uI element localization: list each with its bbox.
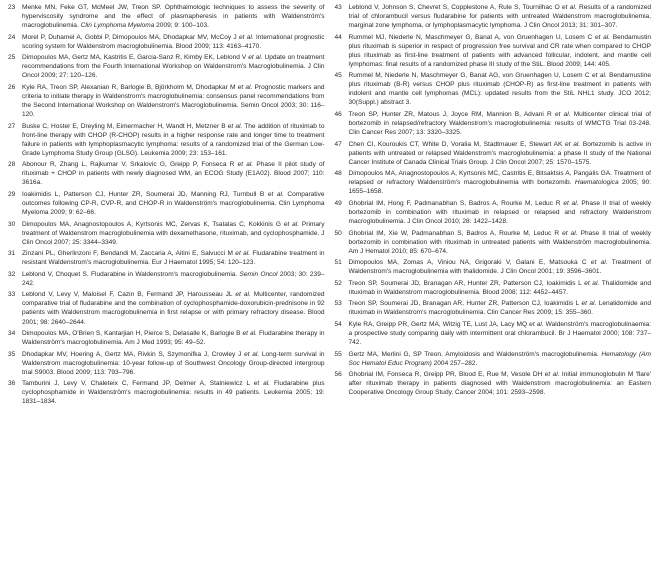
reference-number: 25 bbox=[8, 54, 16, 62]
reference-citation: Fludarabine therapy in Waldenström's macroglobulinemia. Am J Med 1993; 95: 49–52. bbox=[22, 330, 325, 347]
reference-number: 50 bbox=[334, 229, 342, 237]
reference-entry bbox=[335, 370, 652, 397]
reference-text bbox=[349, 299, 652, 317]
reference-entry bbox=[335, 140, 652, 167]
reference-authors-title: Treon SP, Hunter ZR, Matous J, Joyce RM, Mannion B, Advani R bbox=[348, 111, 555, 119]
reference-number: 46 bbox=[334, 111, 342, 119]
reference-italic: et al. bbox=[267, 190, 284, 198]
reference-number: 43 bbox=[334, 4, 342, 11]
reference-entry bbox=[335, 71, 652, 107]
reference-italic: et al. bbox=[237, 161, 254, 169]
reference-text bbox=[22, 329, 325, 347]
reference-italic: et al. bbox=[554, 111, 571, 119]
reference-italic: et al. bbox=[529, 321, 544, 328]
reference-text bbox=[349, 3, 652, 30]
reference-citation: 2003; 30: 239–242. bbox=[22, 270, 325, 287]
reference-text bbox=[22, 122, 325, 158]
reference-number: 56 bbox=[334, 371, 342, 379]
reference-citation: 2009; 9: 100–103. bbox=[154, 22, 209, 30]
reference-number: 28 bbox=[8, 161, 16, 169]
reference-authors-title: Buske C, Hoster E, Dreyling M, Eimermacher H, Wandt H, Metzner B bbox=[22, 122, 228, 130]
reference-authors-title: Treon SP, Soumerai JD, Branagan AR, Hunter ZR, Patterson CJ, Ioakimidis L bbox=[348, 300, 582, 308]
reference-authors-title: Rummel M, Niederle N, Maschmeyer G, Banat AG, von Gruenhagen U, Losem C bbox=[348, 72, 593, 80]
reference-number: 45 bbox=[334, 72, 342, 80]
reference-citation: The addition of rituximab to front-line therapy with CHOP (R-CHOP) results in a higher response rate and longer time to treatment failure in patients with lymphoplasmacytic lymphoma: results of a randomized trial of the German Low-Grade Lymphoma Study Group (GLSG). Leukemia 2009; 23: 153–161. bbox=[22, 122, 325, 157]
reference-citation: Phase II trial of weekly bortezomib in combination with rituximab in relapsed or relapsed and refractory Waldenstrom macroglobulinemia. J Clin Oncol 2010; 28: 1422–1428. bbox=[348, 199, 651, 226]
reference-authors-title: Ioakimidis L, Patterson CJ, Hunter ZR, Soumerai JD, Manning RJ, Turnbull B bbox=[22, 190, 268, 198]
reference-citation: Fludarabine treatment in resistant Waldenstrom's macroglobulinemia. Eur J Haematol 1995; 54: 120–123. bbox=[22, 250, 325, 267]
reference-entry bbox=[8, 329, 325, 347]
reference-entry bbox=[8, 379, 325, 406]
reference-italic: et al. bbox=[562, 4, 577, 11]
reference-citation: Bortezomib is active in patients with untreated or relapsed Waldenstrom's macroglobulinemia: a phase II study of the National Cancer Institute of Canada Clinical Trials Group. J Clin Oncol 2007; 25: 1570–1575. bbox=[348, 140, 651, 166]
reference-authors-title: Dimopoulos MA, Gertz MA, Kastritis E, Garcia-Sanz R, Kimby EK, Leblond V bbox=[22, 54, 249, 62]
reference-authors-title: Dhodapkar MV, Hoering A, Gertz MA, Rivkin S, Szymonifka J, Crowley J bbox=[22, 350, 245, 358]
reference-text bbox=[22, 33, 325, 51]
reference-italic: et al. bbox=[590, 259, 608, 267]
reference-text bbox=[349, 140, 652, 167]
reference-citation: 2004 257–282. bbox=[431, 359, 478, 367]
reference-text bbox=[349, 258, 652, 276]
reference-citation: Multicenter clinical trial of bortezomib in relapsed/refractory Waldenstrom's macroglobulinemia: results of WMCTG Trial 03-248. Clin Cancer Res 2007; 13: 3320–3325. bbox=[348, 111, 651, 137]
reference-authors-title: Kyle RA, Greipp PR, Gertz MA, Witzig TE, Lust JA, Lacy MQ bbox=[348, 321, 530, 328]
reference-italic: Clin Lymphoma Myeloma bbox=[80, 22, 155, 30]
reference-entry bbox=[8, 249, 325, 267]
reference-entry bbox=[335, 258, 652, 276]
reference-text bbox=[22, 249, 325, 267]
reference-authors-title: Leblond V, Choquet S. Fludarabine in Waldenstrom's macroglobulinemia. bbox=[22, 270, 240, 278]
reference-authors-title: Rummel MJ, Niederle N, Maschmeyer G, Banat A, von Gruenhagen U, Losem C bbox=[348, 33, 595, 41]
reference-italic: Semin Oncol bbox=[239, 270, 278, 278]
reference-text bbox=[349, 110, 652, 137]
reference-italic: et al. bbox=[244, 350, 260, 358]
reference-italic: et al. bbox=[227, 122, 243, 130]
reference-number: 54 bbox=[334, 321, 342, 328]
reference-entry bbox=[335, 3, 652, 30]
reference-text bbox=[349, 169, 652, 196]
reference-text bbox=[22, 350, 325, 377]
reference-entry bbox=[335, 320, 652, 347]
reference-number: 35 bbox=[8, 350, 16, 358]
reference-number: 23 bbox=[8, 4, 16, 11]
reference-citation: Bendamustine plus rituximab (B-R) versus CHOP plus rituximab (CHOP-R) as first-line treatment in patients with indolent and mantle cell lymphomas (MCL): updated results from the StiL NHL1 study. JCO 2012; 30(Suppl.) abstract 3. bbox=[348, 72, 651, 107]
reference-text bbox=[349, 71, 652, 107]
reference-text bbox=[22, 3, 325, 30]
reference-number: 47 bbox=[334, 140, 342, 148]
reference-italic: et al. bbox=[562, 229, 578, 237]
reference-entry bbox=[335, 350, 652, 368]
reference-authors-title: Dimopoulos MA, Zomas A, Viniou NA, Grigoraki V, Galani E, Matsouka C bbox=[348, 259, 591, 267]
reference-authors-title: Treon SP, Soumerai JD, Branagan AR, Hunter ZR, Patterson CJ, Ioakimidis L bbox=[348, 279, 585, 287]
reference-authors-title: Menke MN, Feke GT, McMeel JW, Treon SP. Ophthalmologic techniques to assess the severity of hyperviscosity syndrome and the effect of plasmapheresis in patients with Waldenström's macroglobulinemia. bbox=[22, 4, 325, 30]
reference-entry bbox=[8, 122, 325, 158]
reference-number: 52 bbox=[334, 279, 342, 287]
reference-citation: Thalidomide and rituximab in Waldenstrom macroglobulinemia. Blood 2008; 112: 4452–4457. bbox=[348, 279, 651, 296]
reference-authors-title: Tamburini J, Levy V, Chaleteix C, Fermand JP, Delmer A, Stalniewicz L bbox=[22, 380, 254, 388]
reference-citation: Fludarabine plus cyclophosphamide in Waldenström's macroglobulinemia: results in 49 patients. Leukemia 2005; 19: 1831–1834. bbox=[22, 380, 325, 406]
reference-entry bbox=[8, 190, 325, 217]
reference-text bbox=[349, 33, 652, 69]
reference-entry bbox=[8, 33, 325, 51]
reference-number: 48 bbox=[334, 170, 342, 178]
reference-text bbox=[22, 220, 325, 247]
reference-authors-title: Abonour R, Zhang L, Rajkumar V, Srkalovic G, Greipp P, Fonseca R bbox=[22, 161, 238, 169]
reference-authors-title: Zinzani PL, Gherlinzoni F, Bendandi M, Zaccaria A, Aitini E, Salvucci M bbox=[22, 250, 236, 258]
reference-text bbox=[349, 199, 652, 226]
reference-column-left bbox=[8, 3, 325, 567]
reference-entry bbox=[8, 270, 325, 288]
reference-italic: et al. bbox=[581, 300, 597, 308]
reference-entry bbox=[335, 279, 652, 297]
reference-entry bbox=[335, 169, 652, 196]
reference-italic: et al. bbox=[565, 140, 581, 148]
reference-authors-title: Leblond V, Johnson S, Chevret S, Copplestone A, Rule S, Tournilhac O bbox=[348, 4, 563, 11]
reference-citation: Waldenström's macroglobulinaemia: a prospective study comparing daily with intermittent oral chlorambucil. Br J Haematol 2000; 108: 737–742. bbox=[348, 321, 651, 347]
reference-text bbox=[349, 320, 652, 347]
reference-citation: Multicenter, randomized comparative trial of fludarabine and the combination of cyclophosphamide-doxorubicin-prednisone in 92 patients with Waldenstrom macroglobulinemia in first relapse or with primary refractory disease. Blood 2001; 98: 2640–2644. bbox=[22, 291, 325, 326]
reference-authors-title: Morel P, Duhamel A, Gobbi P, Dimopoulos MA, Dhodapkar MV, McCoy J bbox=[22, 33, 239, 41]
reference-entry bbox=[335, 110, 652, 137]
reference-text bbox=[349, 350, 652, 368]
reference-text bbox=[22, 83, 325, 119]
reference-number: 55 bbox=[334, 350, 342, 358]
reference-authors-title: Dimopoulos MA, O'Brien S, Kantarjian H, Pierce S, Delasalle K, Barlogie B bbox=[22, 330, 243, 338]
reference-citation: Results of a randomized trial of chlorambucil versus fludarabine for patients with untreated Waldenstrom macroglobulinemia, marginal zone lymphoma, or lymphoplasmacytic lymphoma. J Clin Oncol 2013; 31: 301–307. bbox=[348, 4, 651, 30]
reference-citation: Phase II pilot study of rituximab + CHOP in patients with newly diagnosed WM, an ECOG Study (E1A02). Blood 2007; 110: 3616a. bbox=[22, 161, 325, 187]
reference-number: 26 bbox=[8, 83, 16, 91]
reference-italic: et al. bbox=[237, 83, 253, 91]
reference-text bbox=[349, 229, 652, 256]
reference-number: 30 bbox=[8, 220, 16, 228]
reference-entry bbox=[335, 299, 652, 317]
reference-number: 36 bbox=[8, 380, 16, 388]
reference-text bbox=[22, 270, 325, 288]
reference-citation: Primary treatment of Waldenstrom macroglobulinemia with dexamethasone, rituximab, and cyclophosphamide. J Clin Oncol 2007; 25: 3344–3349. bbox=[22, 220, 325, 246]
reference-text bbox=[22, 379, 325, 406]
reference-number: 33 bbox=[8, 291, 16, 299]
reference-number: 49 bbox=[334, 199, 342, 207]
reference-entry bbox=[8, 3, 325, 30]
reference-entry bbox=[8, 53, 325, 80]
reference-text bbox=[22, 190, 325, 217]
reference-italic: Hematology (Am Soc Hematol Educ Program) bbox=[348, 350, 651, 367]
reference-text bbox=[349, 279, 652, 297]
reference-text bbox=[22, 290, 325, 326]
reference-citation: Long-term survival in Waldenstrom macroglobulinemia: 10-year follow-up of Southwest Oncology Group-directed intergroup trial S9003. Blood 2009; 113: 793–796. bbox=[22, 350, 325, 376]
reference-citation: Prognostic markers and criteria to initiate therapy in Waldenstrom's macroglobulinemia: consensus panel recommendations from the Second International Workshop on Waldenstrom's Macroglobulinemia. Semin Oncol 2003; 30: 116–120. bbox=[22, 83, 325, 119]
reference-entry bbox=[335, 199, 652, 226]
reference-entry bbox=[8, 83, 325, 119]
reference-italic: et al. bbox=[248, 54, 263, 62]
reference-number: 24 bbox=[8, 33, 16, 41]
reference-citation: Treatment of Waldenstrom's macroglobulinemia with thalidomide. J Clin Oncol 2001; 19: 3596–3601. bbox=[348, 259, 651, 276]
reference-number: 51 bbox=[334, 259, 342, 267]
reference-authors-title: Ghobrial IM, Hong F, Padmanabhan S, Badros A, Rourke M, Leduc R bbox=[348, 199, 564, 207]
reference-number: 53 bbox=[334, 300, 342, 308]
reference-text bbox=[22, 160, 325, 187]
reference-authors-title: Kyle RA, Treon SP, Alexanian R, Barlogie B, Björkholm M, Dhodapkar M bbox=[22, 83, 238, 91]
reference-citation: International prognostic scoring system for Waldenstrom macroglobulinemia. Blood 2009; 113: 4163–4170. bbox=[22, 33, 325, 50]
reference-column-right bbox=[335, 3, 652, 567]
reference-citation: Bendamustin plus rituximab is superior in respect of progression free survival and CR rate when compared to CHOP plus rituximab as first-line treatment of patients with advanced follicular, indolent, and mantle cell lymphomas: final results of a randomized phase III study of the StiL. Blood 2009; 144: 405. bbox=[348, 33, 651, 68]
reference-italic: et al. bbox=[584, 279, 600, 287]
reference-number: 27 bbox=[8, 122, 16, 130]
reference-text bbox=[349, 370, 652, 397]
reference-citation: Phase II trial of weekly bortezomib in combination with rituximab in untreated patients with Waldenström macroglobulinemia. Am J Hematol 2010; 85: 670–674. bbox=[348, 229, 651, 255]
reference-entry bbox=[8, 160, 325, 187]
reference-italic: et al. bbox=[594, 33, 611, 41]
reference-italic: Haematologica bbox=[574, 179, 619, 187]
reference-authors-title: Dimopoulos MA, Anagnostopoulos A, Kyrtsonis MC, Castritis E, Bitsaktsis A, Pangalis GA. Treatment of relapsed or refractory Waldenström's macroglobulinemia with bortezomib. bbox=[348, 170, 651, 187]
reference-number: 29 bbox=[8, 190, 16, 198]
reference-italic: et al. bbox=[283, 220, 300, 228]
reference-citation: Comparative outcomes following CP-R, CVP-R, and CHOP-R in Waldenström's macroglobulinemia. Clin Lymphoma Myeloma 2009; 9: 62–66. bbox=[22, 190, 325, 216]
reference-italic: et al. bbox=[592, 72, 607, 80]
reference-citation: Initial immunoglobulin M 'flare' after rituximab therapy in patients diagnosed with Waldenstrom macroglobulinemia: an Eastern Cooperative Oncology Group Study. Cancer 2004; 101: 2593–2598. bbox=[348, 371, 651, 397]
reference-authors-title: Dimopoulos MA, Anagnostopoulos A, Kyrtsonis MC, Zervas K, Tsatalas C, Kokkinis G bbox=[22, 220, 284, 228]
reference-entry bbox=[8, 290, 325, 326]
reference-citation: Lenalidomide and rituximab in Waldenstrom's macroglobulinemia. Clin Cancer Res 2009; 15: 355–360. bbox=[348, 300, 651, 317]
reference-number: 34 bbox=[8, 330, 16, 338]
reference-italic: et al. bbox=[235, 291, 251, 299]
reference-text bbox=[22, 53, 325, 80]
reference-authors-title: Chen CI, Kouroukis CT, White D, Voralia M, Stadtmauer E, Stewart AK bbox=[348, 140, 566, 148]
reference-italic: et al. bbox=[253, 380, 271, 388]
reference-entry bbox=[8, 350, 325, 377]
reference-italic: et al. bbox=[238, 33, 254, 41]
reference-authors-title: Leblond V, Levy V, Maloisel F, Cazin B, Fermand JP, Harousseau JL bbox=[22, 291, 236, 299]
reference-italic: et al. bbox=[544, 371, 560, 379]
reference-authors-title: Ghobrial IM, Xie W, Padmanabhan S, Badros A, Rourke M, Leduc R bbox=[348, 229, 563, 237]
reference-number: 32 bbox=[8, 270, 16, 278]
reference-number: 44 bbox=[334, 33, 342, 41]
reference-italic: et al. bbox=[235, 250, 251, 258]
reference-number: 31 bbox=[8, 250, 16, 258]
reference-entry bbox=[335, 33, 652, 69]
reference-entry bbox=[335, 229, 652, 256]
reference-authors-title: Ghobrial IM, Fonseca R, Greipp PR, Blood E, Rue M, Vesole DH bbox=[348, 371, 545, 379]
reference-citation: Update on treatment recommendations from the Fourth International Workshop on Waldenstrom's Macroglobulinemia. J Clin Oncol 2009; 27: 120–126. bbox=[22, 54, 325, 80]
reference-italic: et al. bbox=[242, 330, 257, 338]
reference-entry bbox=[8, 220, 325, 247]
reference-italic: et al. bbox=[563, 199, 579, 207]
reference-authors-title: Gertz MA, Merlini G, SP Treon. Amyloidosis and Waldenström's macroglobulinemia. bbox=[348, 350, 602, 358]
reference-citation: 2005; 90: 1655–1658. bbox=[348, 179, 651, 196]
